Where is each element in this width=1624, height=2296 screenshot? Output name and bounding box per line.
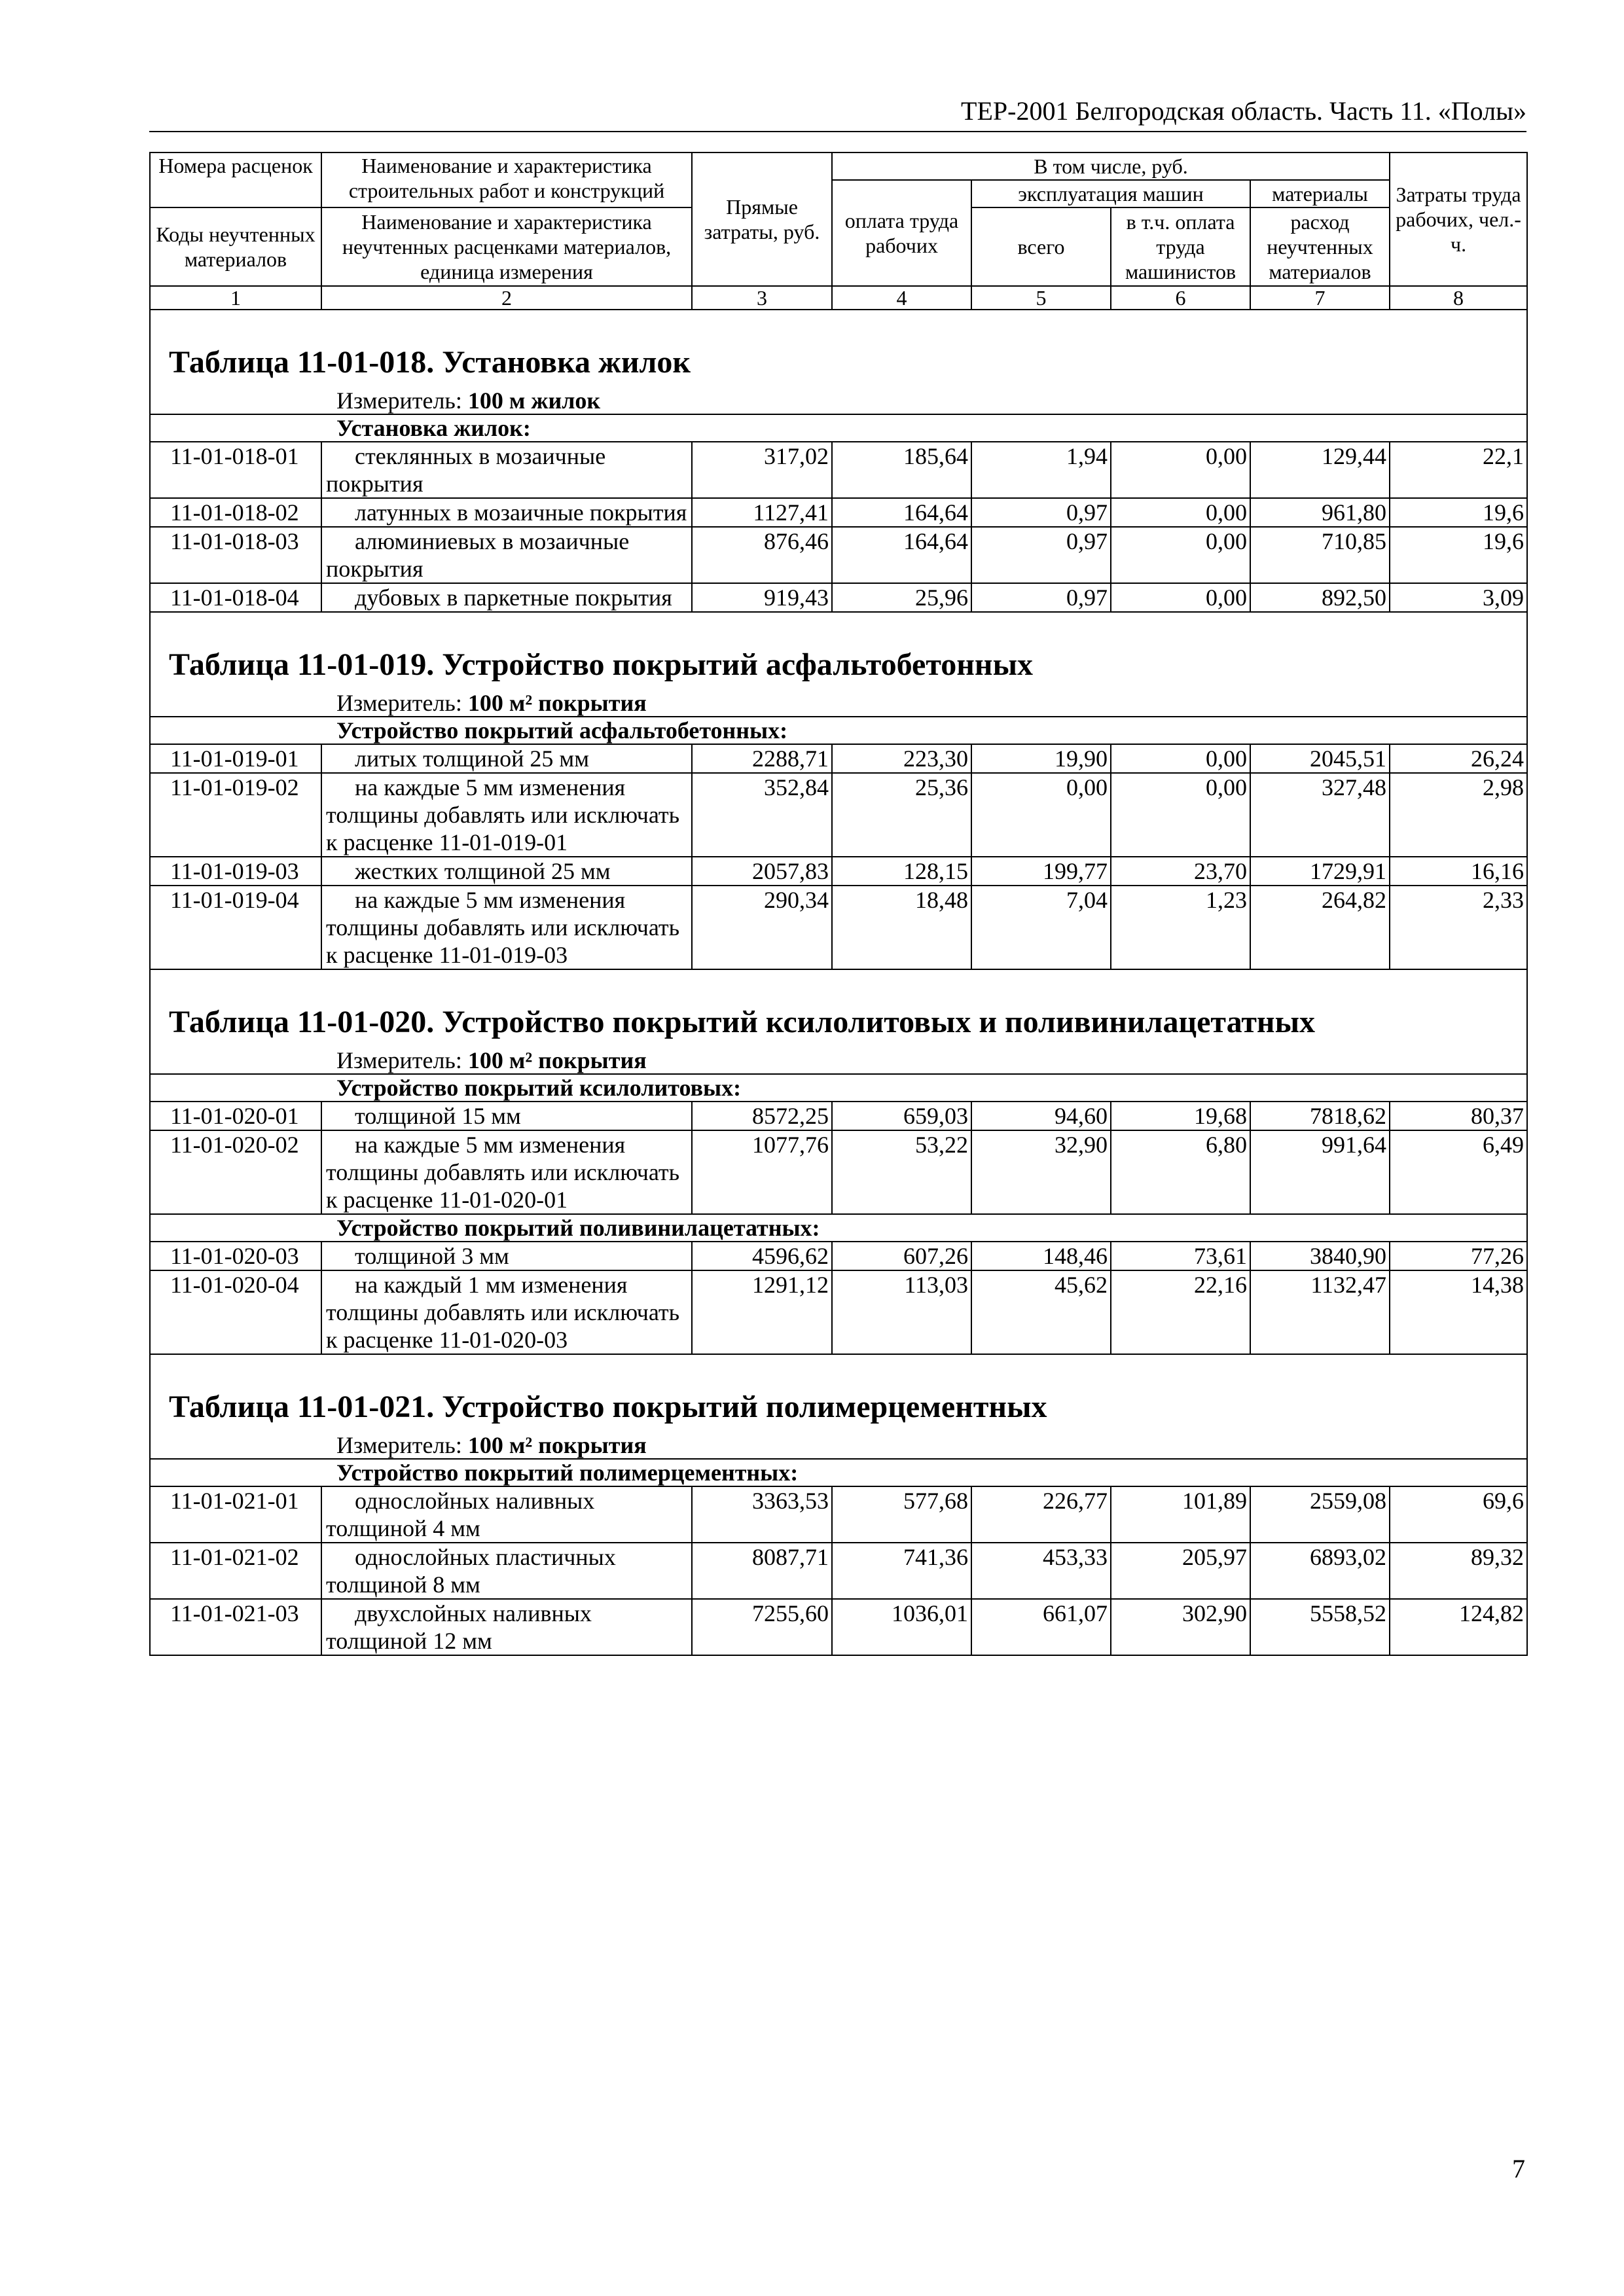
work-name-cell	[321, 744, 692, 773]
work-name-cell	[321, 857, 692, 886]
direct-costs-cell: 1127,41	[692, 498, 832, 527]
group-heading: Устройство покрытий ксилолитовых:	[150, 1074, 1527, 1102]
work-name-text: на каждые 5 мм изменения толщины добавлять или исключать к расценке 11-01-019-03	[326, 887, 680, 968]
header-machines-total: всего	[971, 207, 1111, 286]
header-unaccounted-materials: расход неучтенных материалов	[1250, 207, 1390, 286]
direct-costs-cell: 2057,83	[692, 857, 832, 886]
machinists-pay-cell: 101,89	[1111, 1486, 1250, 1543]
materials-cell: 2045,51	[1250, 744, 1390, 773]
group-heading-row	[150, 1459, 1527, 1486]
labor-pay-cell: 25,96	[832, 583, 971, 612]
machinists-pay-cell: 0,00	[1111, 744, 1250, 773]
work-name-cell	[321, 498, 692, 527]
materials-cell: 2559,08	[1250, 1486, 1390, 1543]
direct-costs-cell: 1291,12	[692, 1270, 832, 1354]
work-name-text: литых толщиной 25 мм	[355, 745, 589, 772]
labor-hours-cell: 2,98	[1390, 773, 1527, 857]
table-title: Таблица 11-01-018. Установка жилок	[169, 345, 691, 380]
meter-value: 100 м² покрытия	[467, 690, 647, 716]
machines-total-cell: 1,94	[971, 442, 1111, 498]
work-name-text: однослойных наливных толщиной 4 мм	[326, 1488, 595, 1541]
materials-cell: 892,50	[1250, 583, 1390, 612]
direct-costs-cell: 352,84	[692, 773, 832, 857]
header-material-codes: Коды неучтенных материалов	[150, 207, 321, 286]
header-rate-numbers: Номера расценок	[150, 152, 321, 207]
machinists-pay-cell: 0,00	[1111, 773, 1250, 857]
column-number: 1	[150, 286, 321, 310]
direct-costs-cell: 4596,62	[692, 1242, 832, 1270]
work-name-text: жестких толщиной 25 мм	[355, 858, 611, 884]
table-title-row	[150, 969, 1527, 1041]
labor-pay-cell: 164,64	[832, 527, 971, 583]
machines-total-cell: 45,62	[971, 1270, 1111, 1354]
labor-pay-cell: 185,64	[832, 442, 971, 498]
machinists-pay-cell: 0,00	[1111, 583, 1250, 612]
materials-cell: 5558,52	[1250, 1599, 1390, 1655]
meter-row	[150, 683, 1527, 717]
direct-costs-cell: 8572,25	[692, 1102, 832, 1130]
table-row	[150, 1130, 1527, 1214]
table-row	[150, 773, 1527, 857]
labor-hours-cell: 80,37	[1390, 1102, 1527, 1130]
direct-costs-cell: 919,43	[692, 583, 832, 612]
machines-total-cell: 19,90	[971, 744, 1111, 773]
machines-total-cell: 94,60	[971, 1102, 1111, 1130]
group-heading-row	[150, 1074, 1527, 1102]
header-machines: эксплуатация машин	[971, 180, 1250, 207]
group-heading-row	[150, 414, 1527, 442]
labor-hours-cell: 26,24	[1390, 744, 1527, 773]
running-head: ТЕР-2001 Белгородская область. Часть 11. «Полы»	[149, 98, 1526, 132]
rate-code-cell: 11-01-018-02	[150, 498, 321, 527]
labor-pay-cell: 577,68	[832, 1486, 971, 1543]
table-row	[150, 1486, 1527, 1543]
labor-hours-cell: 19,6	[1390, 498, 1527, 527]
work-name-text: на каждые 5 мм изменения толщины добавлять или исключать к расценке 11-01-019-01	[326, 774, 680, 855]
labor-pay-cell: 659,03	[832, 1102, 971, 1130]
materials-cell: 7818,62	[1250, 1102, 1390, 1130]
group-heading: Устройство покрытий полимерцементных:	[150, 1459, 1527, 1486]
table-row	[150, 857, 1527, 886]
labor-hours-cell: 3,09	[1390, 583, 1527, 612]
rate-code-cell: 11-01-018-03	[150, 527, 321, 583]
work-name-cell	[321, 1599, 692, 1655]
rate-code-cell: 11-01-020-03	[150, 1242, 321, 1270]
table-title: Таблица 11-01-019. Устройство покрытий асфальтобетонных	[169, 647, 1034, 682]
price-table-body	[150, 152, 1527, 1655]
materials-cell: 961,80	[1250, 498, 1390, 527]
labor-pay-cell: 607,26	[832, 1242, 971, 1270]
materials-cell: 1132,47	[1250, 1270, 1390, 1354]
group-heading: Устройство покрытий асфальтобетонных:	[150, 717, 1527, 744]
direct-costs-cell: 876,46	[692, 527, 832, 583]
work-name-cell	[321, 1242, 692, 1270]
table-row	[150, 744, 1527, 773]
machines-total-cell: 453,33	[971, 1543, 1111, 1599]
meter-row	[150, 1041, 1527, 1074]
machines-total-cell: 0,97	[971, 583, 1111, 612]
table-row	[150, 583, 1527, 612]
work-name-cell	[321, 1543, 692, 1599]
rate-code-cell: 11-01-019-03	[150, 857, 321, 886]
materials-cell: 3840,90	[1250, 1242, 1390, 1270]
group-heading: Установка жилок:	[150, 414, 1527, 442]
table-title-row	[150, 1354, 1527, 1426]
column-number: 4	[832, 286, 971, 310]
table-row	[150, 1242, 1527, 1270]
rate-code-cell: 11-01-021-03	[150, 1599, 321, 1655]
machines-total-cell: 7,04	[971, 886, 1111, 969]
machinists-pay-cell: 1,23	[1111, 886, 1250, 969]
rate-code-cell: 11-01-018-01	[150, 442, 321, 498]
table-title-row	[150, 310, 1527, 381]
rate-code-cell: 11-01-019-01	[150, 744, 321, 773]
work-name-text: однослойных пластичных толщиной 8 мм	[326, 1544, 616, 1598]
table-title: Таблица 11-01-020. Устройство покрытий ксилолитовых и поливинилацетатных	[169, 1005, 1316, 1039]
price-table-sheet	[149, 152, 1526, 1656]
machines-total-cell: 32,90	[971, 1130, 1111, 1214]
meter-value: 100 м жилок	[467, 387, 601, 414]
materials-cell: 991,64	[1250, 1130, 1390, 1214]
direct-costs-cell: 290,34	[692, 886, 832, 969]
rate-code-cell: 11-01-020-01	[150, 1102, 321, 1130]
labor-hours-cell: 2,33	[1390, 886, 1527, 969]
table-row	[150, 1270, 1527, 1354]
work-name-cell	[321, 1486, 692, 1543]
work-name-text: алюминиевых в мозаичные покрытия	[326, 528, 630, 582]
rate-code-cell: 11-01-020-04	[150, 1270, 321, 1354]
header-direct-costs: Прямые затраты, руб.	[692, 152, 832, 286]
labor-pay-cell: 164,64	[832, 498, 971, 527]
labor-hours-cell: 22,1	[1390, 442, 1527, 498]
work-name-text: стеклянных в мозаичные покрытия	[326, 443, 606, 497]
direct-costs-cell: 3363,53	[692, 1486, 832, 1543]
work-name-cell	[321, 583, 692, 612]
labor-hours-cell: 16,16	[1390, 857, 1527, 886]
table-row	[150, 1102, 1527, 1130]
table-row	[150, 527, 1527, 583]
labor-pay-cell: 53,22	[832, 1130, 971, 1214]
rate-code-cell: 11-01-019-02	[150, 773, 321, 857]
labor-hours-cell: 6,49	[1390, 1130, 1527, 1214]
materials-cell: 129,44	[1250, 442, 1390, 498]
machinists-pay-cell: 0,00	[1111, 527, 1250, 583]
column-number: 6	[1111, 286, 1250, 310]
work-name-cell	[321, 1130, 692, 1214]
table-row	[150, 1543, 1527, 1599]
labor-hours-cell: 69,6	[1390, 1486, 1527, 1543]
machinists-pay-cell: 6,80	[1111, 1130, 1250, 1214]
meter-label: Измеритель:	[336, 690, 462, 716]
price-table	[149, 152, 1528, 1656]
meter-row	[150, 381, 1527, 414]
work-name-cell	[321, 1270, 692, 1354]
work-name-text: толщиной 15 мм	[355, 1103, 521, 1129]
materials-cell: 264,82	[1250, 886, 1390, 969]
labor-pay-cell: 113,03	[832, 1270, 971, 1354]
column-number: 2	[321, 286, 692, 310]
direct-costs-cell: 317,02	[692, 442, 832, 498]
table-row	[150, 886, 1527, 969]
labor-pay-cell: 1036,01	[832, 1599, 971, 1655]
work-name-cell	[321, 1102, 692, 1130]
machines-total-cell: 226,77	[971, 1486, 1111, 1543]
column-number: 5	[971, 286, 1111, 310]
column-number: 3	[692, 286, 832, 310]
work-name-text: на каждые 5 мм изменения толщины добавлять или исключать к расценке 11-01-020-01	[326, 1132, 680, 1213]
table-row	[150, 498, 1527, 527]
machines-total-cell: 0,97	[971, 498, 1111, 527]
meter-value: 100 м² покрытия	[467, 1047, 647, 1073]
machinists-pay-cell: 0,00	[1111, 498, 1250, 527]
page-number: 7	[1512, 2154, 1525, 2183]
labor-pay-cell: 128,15	[832, 857, 971, 886]
header-materials: материалы	[1250, 180, 1390, 207]
rate-code-cell: 11-01-018-04	[150, 583, 321, 612]
machinists-pay-cell: 302,90	[1111, 1599, 1250, 1655]
labor-hours-cell: 77,26	[1390, 1242, 1527, 1270]
labor-hours-cell: 124,82	[1390, 1599, 1527, 1655]
meter-label: Измеритель:	[336, 1432, 462, 1458]
column-number: 7	[1250, 286, 1390, 310]
column-number: 8	[1390, 286, 1527, 310]
direct-costs-cell: 7255,60	[692, 1599, 832, 1655]
rate-code-cell: 11-01-019-04	[150, 886, 321, 969]
labor-pay-cell: 223,30	[832, 744, 971, 773]
machinists-pay-cell: 22,16	[1111, 1270, 1250, 1354]
work-name-text: латунных в мозаичные покрытия	[355, 499, 687, 526]
materials-cell: 710,85	[1250, 527, 1390, 583]
machinists-pay-cell: 19,68	[1111, 1102, 1250, 1130]
header-work-name: Наименование и характеристика строительных работ и конструкций	[321, 152, 692, 207]
materials-cell: 1729,91	[1250, 857, 1390, 886]
table-title: Таблица 11-01-021. Устройство покрытий полимерцементных	[169, 1390, 1047, 1424]
header-material-names: Наименование и характеристика неучтенных расценками материалов, единица измерения	[321, 207, 692, 286]
group-heading-row	[150, 717, 1527, 744]
machines-total-cell: 199,77	[971, 857, 1111, 886]
direct-costs-cell: 2288,71	[692, 744, 832, 773]
labor-hours-cell: 89,32	[1390, 1543, 1527, 1599]
rate-code-cell: 11-01-021-01	[150, 1486, 321, 1543]
machines-total-cell: 0,97	[971, 527, 1111, 583]
header-including: В том числе, руб.	[832, 152, 1390, 180]
direct-costs-cell: 1077,76	[692, 1130, 832, 1214]
table-title-row	[150, 612, 1527, 683]
work-name-cell	[321, 773, 692, 857]
work-name-text: толщиной 3 мм	[355, 1243, 509, 1269]
materials-cell: 6893,02	[1250, 1543, 1390, 1599]
machinists-pay-cell: 23,70	[1111, 857, 1250, 886]
table-row	[150, 1599, 1527, 1655]
machinists-pay-cell: 205,97	[1111, 1543, 1250, 1599]
direct-costs-cell: 8087,71	[692, 1543, 832, 1599]
group-heading: Устройство покрытий поливинилацетатных:	[150, 1214, 1527, 1242]
work-name-cell	[321, 527, 692, 583]
group-heading-row	[150, 1214, 1527, 1242]
labor-hours-cell: 14,38	[1390, 1270, 1527, 1354]
work-name-cell	[321, 442, 692, 498]
machines-total-cell: 0,00	[971, 773, 1111, 857]
labor-hours-cell: 19,6	[1390, 527, 1527, 583]
meter-row	[150, 1426, 1527, 1459]
labor-pay-cell: 25,36	[832, 773, 971, 857]
labor-pay-cell: 741,36	[832, 1543, 971, 1599]
meter-label: Измеритель:	[336, 1047, 462, 1073]
materials-cell: 327,48	[1250, 773, 1390, 857]
meter-value: 100 м² покрытия	[467, 1432, 647, 1458]
header-labor-costs: Затраты труда рабочих, чел.-ч.	[1390, 152, 1527, 286]
work-name-cell	[321, 886, 692, 969]
header-labor-pay: оплата труда рабочих	[832, 180, 971, 286]
work-name-text: дубовых в паркетные покрытия	[355, 584, 672, 611]
machines-total-cell: 148,46	[971, 1242, 1111, 1270]
rate-code-cell: 11-01-020-02	[150, 1130, 321, 1214]
table-row	[150, 442, 1527, 498]
machinists-pay-cell: 73,61	[1111, 1242, 1250, 1270]
work-name-text: двухслойных наливных толщиной 12 мм	[326, 1600, 592, 1654]
machinists-pay-cell: 0,00	[1111, 442, 1250, 498]
labor-pay-cell: 18,48	[832, 886, 971, 969]
machines-total-cell: 661,07	[971, 1599, 1111, 1655]
header-machinists-pay: в т.ч. оплата труда машинистов	[1111, 207, 1250, 286]
work-name-text: на каждый 1 мм изменения толщины добавлять или исключать к расценке 11-01-020-03	[326, 1272, 680, 1353]
rate-code-cell: 11-01-021-02	[150, 1543, 321, 1599]
meter-label: Измеритель:	[336, 387, 462, 414]
